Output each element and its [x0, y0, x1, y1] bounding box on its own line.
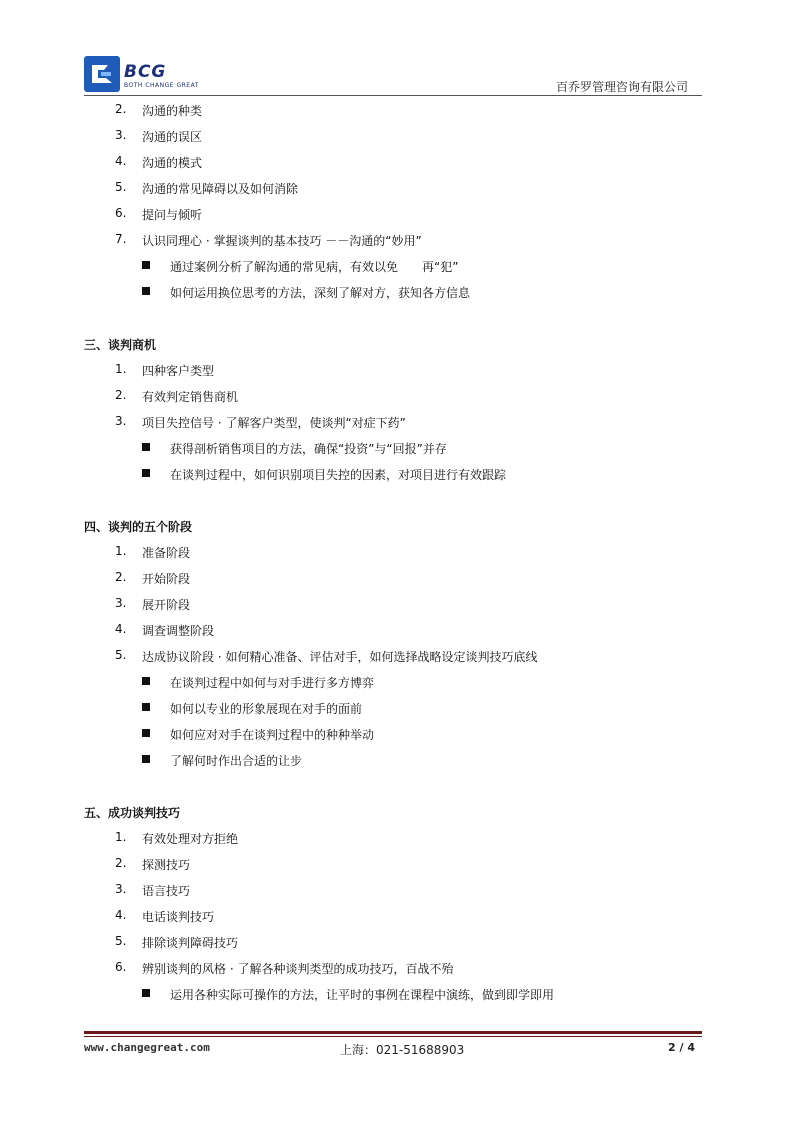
item-text: 辨别谈判的风格 · 了解各种谈判类型的成功技巧，百战不殆: [142, 962, 454, 976]
item-number: 5.: [115, 180, 127, 194]
item-text: 语言技巧: [142, 884, 191, 898]
footer-website-link[interactable]: www.changegreat.com: [84, 1041, 210, 1054]
item-number: 3.: [115, 882, 127, 896]
item-number: 5.: [115, 648, 127, 662]
item-number: 4.: [115, 908, 127, 922]
item-text: 有效判定销售商机: [142, 390, 239, 404]
item-number: 2.: [115, 570, 127, 584]
item-number: 5.: [115, 934, 127, 948]
footer-phone: 上海：021-51688903: [340, 1043, 465, 1057]
company-logo: [84, 56, 204, 92]
item-number: 1.: [115, 362, 127, 376]
item-text: 沟通的常见障碍以及如何消除: [142, 182, 299, 196]
square-bullet-icon: [142, 287, 150, 295]
item-text: 开始阶段: [142, 572, 191, 586]
square-bullet-icon: [142, 677, 150, 685]
square-bullet-icon: [142, 703, 150, 711]
item-number: 3.: [115, 128, 127, 142]
bullet-text: 如何应对对手在谈判过程中的种种举动: [170, 728, 375, 742]
item-text: 项目失控信号 · 了解客户类型，使谈判“对症下药”: [142, 416, 406, 430]
item-text: 准备阶段: [142, 546, 191, 560]
item-number: 6.: [115, 206, 127, 220]
item-number: 1.: [115, 544, 127, 558]
item-text: 排除谈判障碍技巧: [142, 936, 239, 950]
section-heading: 三、谈判商机: [84, 338, 157, 352]
item-number: 3.: [115, 414, 127, 428]
bullet-text: 在谈判过程中如何与对手进行多方博弈: [170, 676, 375, 690]
square-bullet-icon: [142, 261, 150, 269]
bcg-logo-icon: [84, 56, 120, 92]
logo-tagline: BOTH CHANGE GREAT: [124, 82, 199, 89]
item-text: 展开阶段: [142, 598, 191, 612]
logo-text: BCG: [124, 62, 167, 82]
page-header: [84, 52, 702, 96]
item-number: 2.: [115, 388, 127, 402]
square-bullet-icon: [142, 729, 150, 737]
item-text: 达成协议阶段 · 如何精心准备、评估对手，如何选择战略设定谈判技巧底线: [142, 650, 538, 664]
item-number: 6.: [115, 960, 127, 974]
bullet-text: 获得剖析销售项目的方法，确保“投资”与“回报”并存: [170, 442, 447, 456]
square-bullet-icon: [142, 469, 150, 477]
item-number: 2.: [115, 102, 127, 116]
company-name: 百乔罗管理咨询有限公司: [555, 80, 688, 94]
footer-divider-thin: [84, 1036, 702, 1037]
page-number: 2 / 4: [668, 1041, 695, 1054]
bullet-text: 运用各种实际可操作的方法，让平时的事例在课程中演练，做到即学即用: [170, 988, 555, 1002]
item-text: 有效处理对方拒绝: [142, 832, 239, 846]
section-heading: 五、成功谈判技巧: [84, 806, 181, 820]
item-number: 7.: [115, 232, 127, 246]
item-text: 认识同理心 · 掌握谈判的基本技巧 －－沟通的“妙用”: [142, 234, 422, 248]
item-text: 沟通的误区: [142, 130, 203, 144]
item-text: 调查调整阶段: [142, 624, 215, 638]
item-number: 1.: [115, 830, 127, 844]
bullet-text: 在谈判过程中，如何识别项目失控的因素，对项目进行有效跟踪: [170, 468, 507, 482]
item-number: 3.: [115, 596, 127, 610]
square-bullet-icon: [142, 755, 150, 763]
item-number: 4.: [115, 622, 127, 636]
item-text: 沟通的种类: [142, 104, 203, 118]
header-divider: [84, 95, 702, 96]
item-number: 4.: [115, 154, 127, 168]
footer-divider-thick: [84, 1031, 702, 1034]
item-text: 探测技巧: [142, 858, 191, 872]
item-text: 沟通的模式: [142, 156, 203, 170]
item-text: 提问与倾听: [142, 208, 203, 222]
bullet-text: 通过案例分析了解沟通的常见病，有效以免 再“犯”: [170, 260, 459, 274]
item-text: 四种客户类型: [142, 364, 215, 378]
bullet-text: 如何运用换位思考的方法，深刻了解对方，获知各方信息: [170, 286, 471, 300]
item-number: 2.: [115, 856, 127, 870]
bullet-text: 如何以专业的形象展现在对手的面前: [170, 702, 363, 716]
section-heading: 四、谈判的五个阶段: [84, 520, 193, 534]
bullet-text: 了解何时作出合适的让步: [170, 754, 303, 768]
square-bullet-icon: [142, 989, 150, 997]
item-text: 电话谈判技巧: [142, 910, 215, 924]
square-bullet-icon: [142, 443, 150, 451]
